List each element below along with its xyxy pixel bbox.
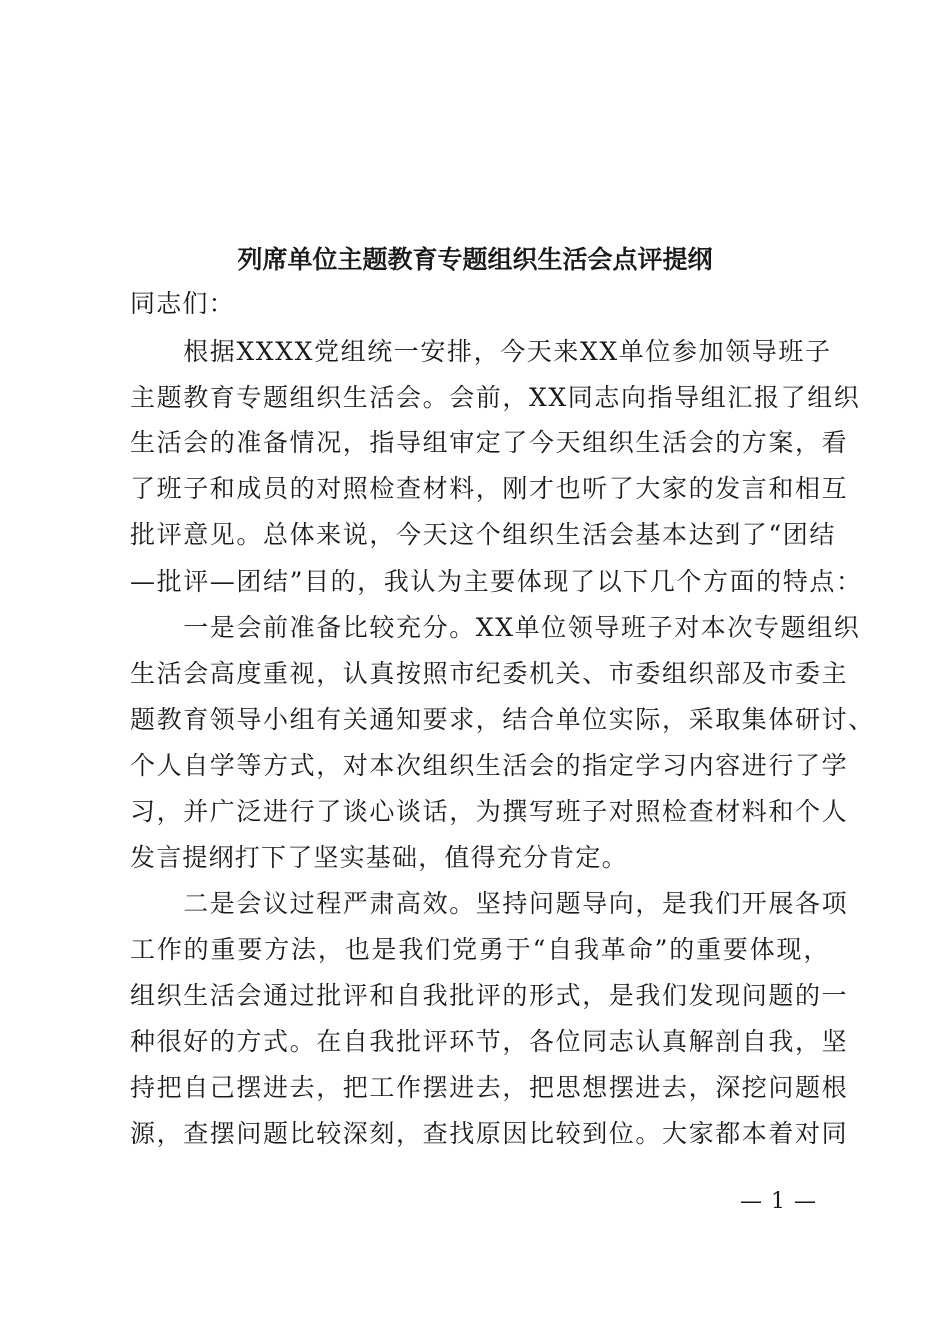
- body-line: 持把自己摆进去，把工作摆进去，把思想摆进去，深挖问题根: [130, 1073, 849, 1102]
- body-line: 题教育领导小组有关通知要求，结合单位实际，采取集体研讨、: [130, 705, 875, 734]
- body-line: 生活会的准备情况，指导组审定了今天组织生活会的方案，看: [130, 428, 849, 457]
- body-line: 了班子和成员的对照检查材料，刚才也听了大家的发言和相互: [130, 474, 849, 503]
- body-line: 习，并广泛进行了谈心谈话，为撰写班子对照检查材料和个人: [130, 797, 849, 826]
- body-line: 一是会前准备比较充分。XX单位领导班子对本次专题组织: [130, 613, 861, 642]
- body-line: 个人自学等方式，对本次组织生活会的指定学习内容进行了学: [130, 751, 849, 780]
- page-number: — 1 —: [740, 1189, 817, 1214]
- body-line: 发言提纲打下了坚实基础，值得充分肯定。: [130, 843, 628, 872]
- body-line: 批评意见。总体来说，今天这个组织生活会基本达到了“团结: [130, 520, 836, 549]
- body-line: 生活会高度重视，认真按照市纪委机关、市委组织部及市委主: [130, 659, 849, 688]
- salutation: 同志们：: [130, 289, 235, 318]
- document-title: 列席单位主题教育专题组织生活会点评提纲: [237, 245, 713, 274]
- body-line: 源，查摆问题比较深刻，查找原因比较到位。大家都本着对同: [130, 1119, 849, 1148]
- body-line: 组织生活会通过批评和自我批评的形式，是我们发现问题的一: [130, 981, 849, 1010]
- body-line: 二是会议过程严肃高效。坚持问题导向，是我们开展各项: [130, 889, 849, 918]
- body-line: 主题教育专题组织生活会。会前，XX同志向指导组汇报了组织: [130, 383, 861, 412]
- body-line: —批评—团结”目的，我认为主要体现了以下几个方面的特点：: [130, 567, 863, 596]
- body-line: 工作的重要方法，也是我们党勇于“自我革命”的重要体现，: [130, 935, 830, 964]
- body-line: 根据XXXX党组统一安排，今天来XX单位参加领导班子: [130, 337, 832, 366]
- body-line: 种很好的方式。在自我批评环节，各位同志认真解剖自我，坚: [130, 1027, 849, 1056]
